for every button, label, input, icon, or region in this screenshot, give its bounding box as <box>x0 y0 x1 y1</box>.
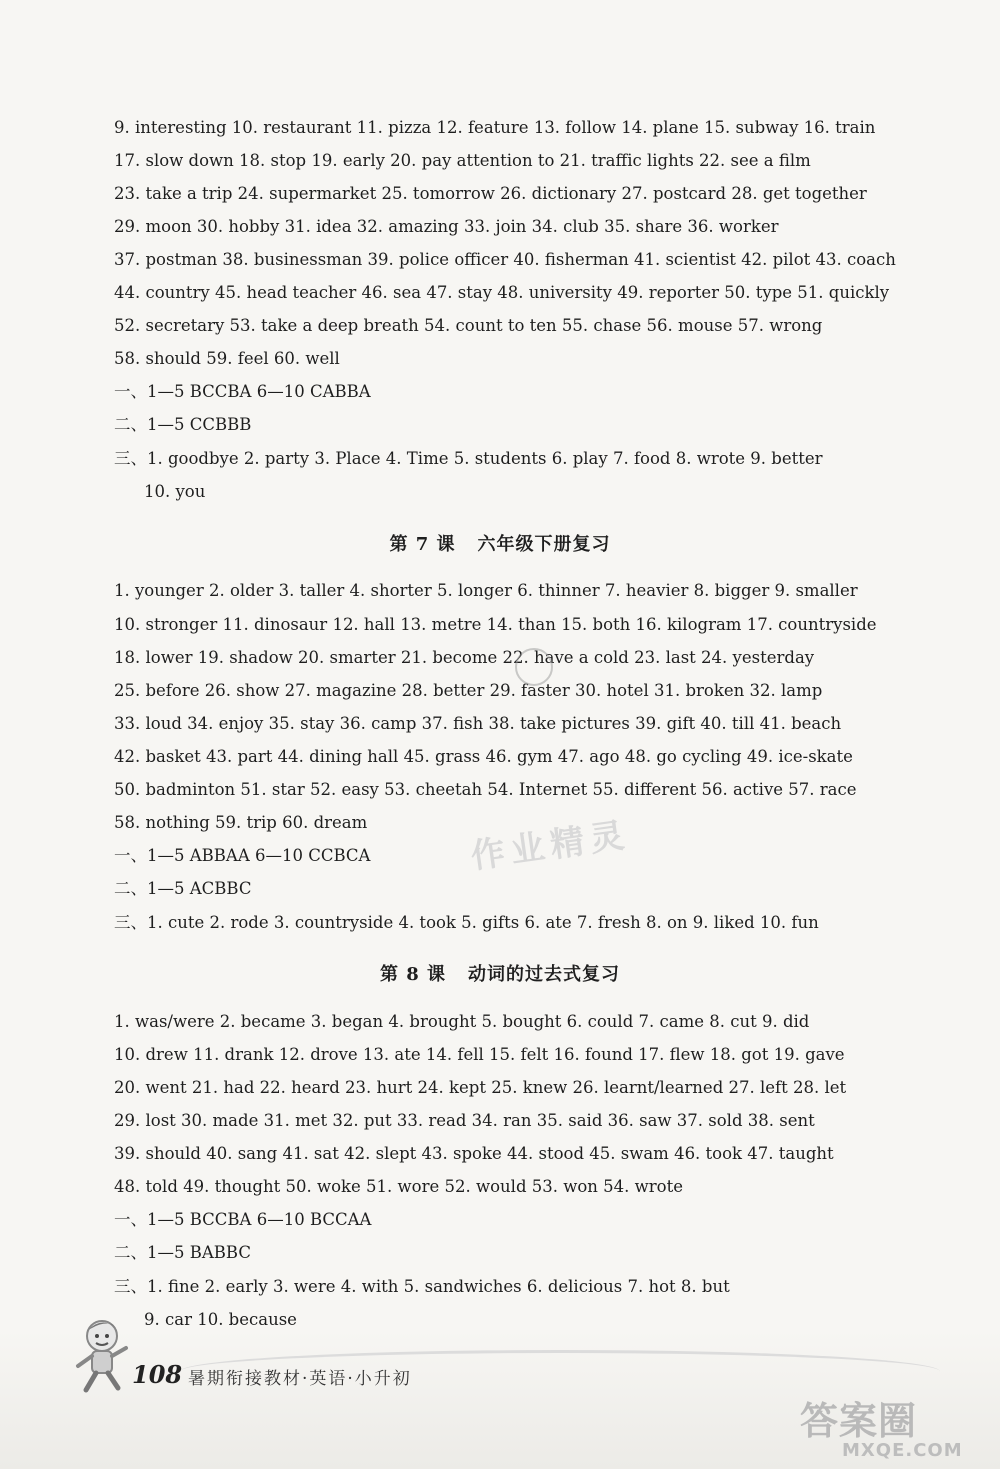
answer-line: 三、1. fine 2. early 3. were 4. with 5. sandwiches 6. delicious 7. hot 8. but <box>114 1277 730 1296</box>
answer-line: 37. postman 38. businessman 39. police officer 40. fisherman 41. scientist 42. pilot 43. coach <box>114 250 896 269</box>
answer-line: 58. nothing 59. trip 60. dream <box>114 813 368 832</box>
answer-line: 10. drew 11. drank 12. drove 13. ate 14. fell 15. felt 16. found 17. flew 18. got 19. gave <box>114 1045 845 1064</box>
answer-line: 一、1—5 ABBAA 6—10 CCBCA <box>114 846 371 865</box>
answer-line: 1. younger 2. older 3. taller 4. shorter 5. longer 6. thinner 7. heavier 8. bigger 9. smaller <box>114 581 858 600</box>
answer-line: 23. take a trip 24. supermarket 25. tomorrow 26. dictionary 27. postcard 28. get together <box>114 184 867 203</box>
answer-line: 52. secretary 53. take a deep breath 54. count to ten 55. chase 56. mouse 57. wrong <box>114 316 823 335</box>
running-boy-icon <box>66 1316 136 1398</box>
answer-line: 1. was/were 2. became 3. began 4. brought 5. bought 6. could 7. came 8. cut 9. did <box>114 1012 810 1031</box>
lesson-title: 六年级下册复习 <box>477 534 611 555</box>
answer-line: 29. moon 30. hobby 31. idea 32. amazing 33. join 34. club 35. share 36. worker <box>114 217 779 236</box>
answer-line: 20. went 21. had 22. heard 23. hurt 24. kept 25. knew 26. learnt/learned 27. left 28. let <box>114 1078 847 1097</box>
answer-line: 25. before 26. show 27. magazine 28. better 29. faster 30. hotel 31. broken 32. lamp <box>114 681 823 700</box>
answer-line: 48. told 49. thought 50. woke 51. wore 52. would 53. won 54. wrote <box>114 1177 683 1196</box>
answer-line: 一、1—5 BCCBA 6—10 BCCAA <box>114 1210 372 1229</box>
answer-line: 39. should 40. sang 41. sat 42. slept 43. spoke 44. stood 45. swam 46. took 47. taught <box>114 1144 834 1163</box>
answer-line: 9. car 10. because <box>144 1310 297 1329</box>
watermark: 作业精灵 <box>468 815 633 877</box>
answer-line: 33. loud 34. enjoy 35. stay 36. camp 37. fish 38. take pictures 39. gift 40. till 41. beach <box>114 714 842 733</box>
answer-line: 二、1—5 CCBBB <box>114 415 252 434</box>
answer-line: 二、1—5 BABBC <box>114 1243 251 1262</box>
lesson-number: 第 8 课 <box>379 964 447 985</box>
page-number: 108 <box>132 1360 183 1389</box>
answer-line: 18. lower 19. shadow 20. smarter 21. become 22. have a cold 23. last 24. yesterday <box>114 648 815 667</box>
answer-line: 三、1. goodbye 2. party 3. Place 4. Time 5. students 6. play 7. food 8. wrote 9. better <box>114 449 823 468</box>
site-logo: 答案圈 <box>800 1399 918 1443</box>
answer-line: 二、1—5 ACBBC <box>114 879 252 898</box>
lesson-8-heading <box>0 960 1000 990</box>
lesson-number: 第 7 课 <box>389 534 456 555</box>
answer-line: 三、1. cute 2. rode 3. countryside 4. took 5. gifts 6. ate 7. fresh 8. on 9. liked 10. fun <box>114 913 819 932</box>
answer-line: 42. basket 43. part 44. dining hall 45. grass 46. gym 47. ago 48. go cycling 49. ice-skate <box>114 747 853 766</box>
answer-line: 10. stronger 11. dinosaur 12. hall 13. metre 14. than 15. both 16. kilogram 17. countryside <box>114 615 877 634</box>
lesson-title: 动词的过去式复习 <box>468 964 621 985</box>
answer-line: 一、1—5 BCCBA 6—10 CABBA <box>114 382 371 401</box>
answer-line: 17. slow down 18. stop 19. early 20. pay attention to 21. traffic lights 22. see a film <box>114 151 811 170</box>
answer-line: 9. interesting 10. restaurant 11. pizza 12. feature 13. follow 14. plane 15. subway 16. train <box>114 118 876 137</box>
answer-line: 58. should 59. feel 60. well <box>114 349 340 368</box>
answer-line: 10. you <box>144 482 206 501</box>
answer-line: 29. lost 30. made 31. met 32. put 33. read 34. ran 35. said 36. saw 37. sold 38. sent <box>114 1111 815 1130</box>
answer-line: 44. country 45. head teacher 46. sea 47. stay 48. university 49. reporter 50. type 51. quickly <box>114 283 890 302</box>
lesson-7-heading <box>0 530 1000 560</box>
book-title: 暑期衔接教材·英语·小升初 <box>188 1369 412 1389</box>
stamp-icon <box>515 648 553 686</box>
answer-line: 50. badminton 51. star 52. easy 53. cheetah 54. Internet 55. different 56. active 57. race <box>114 780 857 799</box>
site-url: MXQE.COM <box>842 1440 963 1461</box>
